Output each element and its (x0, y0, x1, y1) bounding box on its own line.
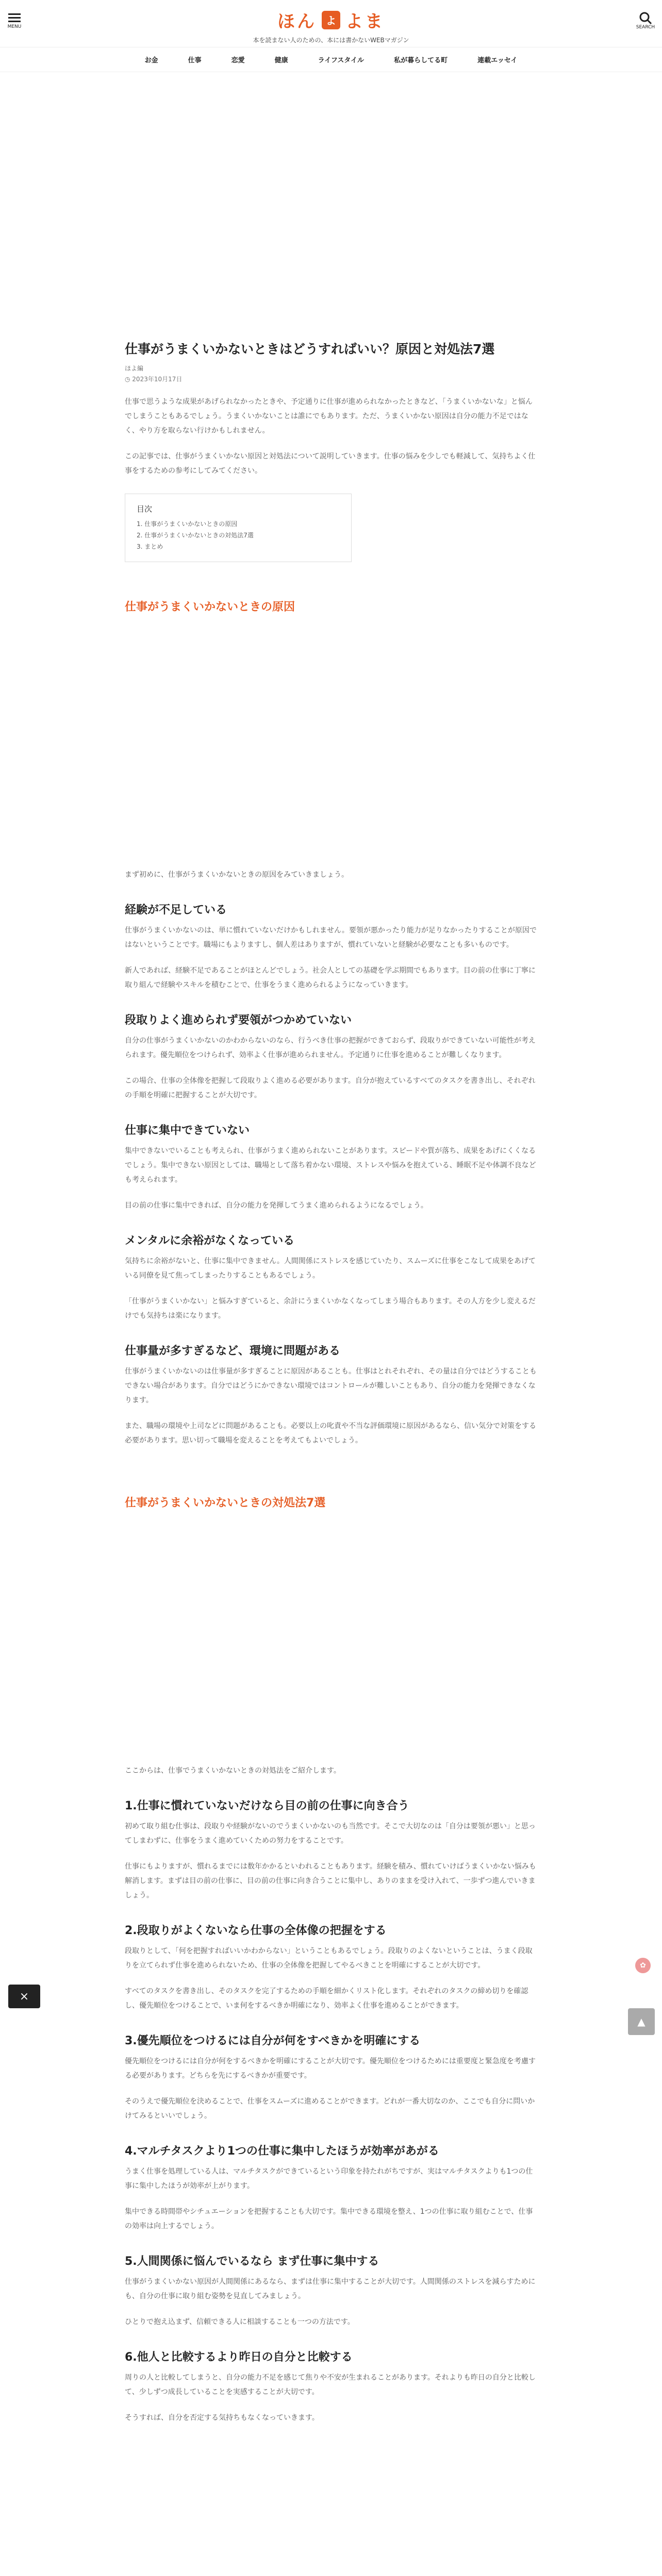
method-paragraph: 仕事にもよりますが、慣れるまでには数年かかるといわれることもあります。経験を積み、慣れていけばうまくいかない悩みも解消します。まずは目の前の仕事に、目の前の仕事に向き合うことに集中し、ありのままを受け入れて、一歩ずつ進んでいきましょう。 (125, 1862, 536, 1900)
method-heading: 6.他人と比較するより昨日の自分と比較する (125, 2351, 353, 2364)
section-lead-causes: まず初めに、仕事がうまくいかないときの原因をみていきましょう。 (125, 871, 349, 879)
cause-heading: 仕事に集中できていない (125, 1124, 250, 1137)
logo-text-right: よま (345, 11, 385, 32)
causes-list (125, 903, 537, 1448)
close-button[interactable]: × (8, 1985, 40, 2008)
site-tagline: 本を読まない人のための、本には書かないWEBマガジン (253, 37, 409, 44)
method-paragraph: 段取りとして、「何を把握すればいいかわからない」ということもあるでしょう。段取りのよくないということは、うまく段取りを立てられず仕事を進められないため、仕事の全体像を把握してやるべきことを明確にすることが大切です。 (125, 1947, 533, 1970)
article (125, 340, 537, 2425)
article-author[interactable]: ほよ編 (125, 365, 144, 372)
nav-item-love[interactable]: 恋愛 (231, 57, 245, 64)
section-lead-methods: ここからは、仕事でうまくいかないときの対処法をご紹介します。 (125, 1767, 341, 1775)
scroll-top-button[interactable]: ▲ (628, 2008, 655, 2035)
method-heading: 5.人間関係に悩んでいるなら まず仕事に集中する (125, 2255, 379, 2268)
cause-paragraph: 仕事がうまくいかないのは仕事量が多すぎることに原因があることも。仕事はとれそれぞれ、その量は自分ではどうすることもできない場合があります。自分ではどうにかできない環境ではコントロールが難しいこともあり、自分の能力を発揮できなくなります。 (125, 1367, 537, 1404)
cause-paragraph: また、職場の環境や上司などに問題があることも。必要以上の叱責や不当な評価環境に原因があるなら、信い気分で対策をする必要があります。思い切って職場を変えることを考えてもよいでしょう。 (125, 1422, 536, 1445)
intro-paragraph-2: この記事では、仕事がうまくいかない原因と対処法について説明していきます。仕事の悩みを少しでも軽減して、気持ちよく仕事をするための参考にしてみてください。 (125, 452, 536, 475)
method-paragraph: そのうえで優先順位を決めることで、仕事をスムーズに進めることができます。どれが一番大切なのか、ここでも自分に問いかけてみるといいでしょう。 (125, 2097, 535, 2120)
method-heading: 1.仕事に慣れていないだけなら目の前の仕事に向き合う (125, 1800, 409, 1812)
toc-item-3[interactable]: 3. まとめ (137, 543, 163, 550)
menu-label: MENU (7, 24, 22, 29)
cause-paragraph: 「仕事がうまくいかない」と悩みすぎていると、余計にうまくいかなくなってしまう場合もあります。その人方を少し変えるだけでも気持ちは楽になります。 (125, 1297, 536, 1320)
section-image-causes (125, 614, 537, 856)
cause-heading: 経験が不足している (125, 904, 227, 917)
search-label: SEARCH (636, 25, 655, 30)
toc-title: 目次 (137, 504, 153, 514)
method-paragraph: ひとりで抱え込まず、信頼できる人に相談することも一つの方法です。 (125, 2318, 355, 2326)
section-heading-methods: 仕事がうまくいかないときの対処法7選 (125, 1497, 326, 1510)
method-heading: 4.マルチタスクより1つの仕事に集中したほうが効率があがる (125, 2145, 439, 2158)
method-paragraph: 集中できる時間帯やシチュエーションを把握することも大切です。集中できる環境を整え、1つの仕事に取り組むことで、仕事の効率は向上するでしょう。 (125, 2208, 533, 2230)
section-image-methods (125, 1510, 537, 1752)
method-paragraph: 優先順位をつけるには自分が何をするべきかを明確にすることが大切です。優先順位をつけるためには重要度と緊急度を考慮する必要があります。どちらを先にするべきかが重要です。 (125, 2057, 536, 2080)
intro-paragraph-1: 仕事で思うような成果があげられなかったときや、予定通りに仕事が進められなかったときなど、「うまくいかないな」と悩んでしまうこともあるでしょう。うまくいかないことは誰にでもあります。ただ、うまくいかない原因は自分の能力不足ではなく、やり方を取らない行けかもしれません。 (125, 398, 533, 435)
nav-item-work[interactable]: 仕事 (188, 57, 202, 64)
method-heading: 2.段取りがよくないなら仕事の全体像の把握をする (125, 1924, 387, 1937)
method-paragraph: うまく仕事を処理している人は、マルチタスクができているという印象を持たれがちですが、実はマルチタスクよりも1つの仕事に集中したほうが効率が上がります。 (125, 2167, 533, 2190)
clock-icon: ◷ (125, 376, 133, 383)
table-of-contents (125, 494, 352, 562)
toc-item-1[interactable]: 1. 仕事がうまくいかないときの原因 (137, 520, 238, 528)
logo-text-left: ほん (277, 11, 317, 32)
method-paragraph: そうすれば、自分を否定する気持ちもなくなっていきます。 (125, 2414, 319, 2422)
methods-list (125, 1799, 537, 2425)
flower-icon[interactable]: ✿ (635, 1958, 651, 1973)
method-paragraph: 初めて取り組む仕事は、段取りや経験がないのでうまくいかないのも当然です。そこで大切なのは「自分は要領が悪い」と思ってしまわずに、仕事をうまく進めていくための努力をすることです。 (125, 1822, 536, 1845)
method-paragraph: 周りの人と比較してしまうと、自分の能力不足を感じて焦りや不安が生まれることがあります。それよりも昨日の自分と比較して、少しずつ成長していることを実感することが大切です。 (125, 2374, 536, 2396)
cause-paragraph: 目の前の仕事に集中できれば、自分の能力を発揮してうまく進められるようになるでしょう。 (125, 1201, 428, 1210)
global-nav (0, 47, 662, 72)
cause-heading: メンタルに余裕がなくなっている (125, 1234, 295, 1247)
nav-item-lifestyle[interactable]: ライフスタイル (318, 57, 365, 64)
cause-heading: 段取りよく進められず要領がつかめていない (125, 1014, 352, 1027)
toc-item-2[interactable]: 2. 仕事がうまくいかないときの対処法7選 (137, 532, 254, 539)
search-button[interactable] (634, 11, 657, 30)
article-date (125, 375, 537, 383)
cause-paragraph: 自分の仕事がうまくいかないのかわからないのなら、行うべき仕事の把握ができておらず、段取りができていない可能性が考えられます。優先順位をつけられず、効率よく仕事が進められません。予定通りに仕事を進めることが難しくなります。 (125, 1037, 536, 1059)
method-paragraph: 仕事がうまくいかない原因が人間関係にあるなら、まずは仕事に集中することが大切です。人間関係のストレスを減らすためにも、自分の仕事に取り組む姿勢を見直してみましょう。 (125, 2278, 536, 2300)
article-date-text: 2023年10月17日 (132, 376, 183, 383)
nav-item-health[interactable]: 健康 (274, 57, 288, 64)
nav-item-town[interactable]: 私が暮らしてる町 (394, 57, 448, 64)
section-heading-causes: 仕事がうまくいかないときの原因 (125, 601, 295, 614)
site-logo[interactable] (0, 7, 662, 44)
cause-paragraph: 気持ちに余裕がないと、仕事に集中できません。人間関係にストレスを感じていたり、スムーズに仕事をこなして成果をあげている同僚を見て焦ってしまったりすることもあるでしょう。 (125, 1257, 536, 1280)
cause-paragraph: 仕事がうまくいかないのは、単に慣れていないだけかもしれません。要領が悪かったり能力が足りなかったりすることが原因ではないということです。職場にもよりますし、個人差はありますが、慣れていないと経験が必要なことも多いものです。 (125, 926, 537, 949)
cause-heading: 仕事量が多すぎるなど、環境に問題がある (125, 1345, 341, 1358)
search-icon (639, 11, 652, 25)
article-title: 仕事がうまくいかないときはどうすればいい？原因と対処法7選 (125, 342, 495, 357)
cause-paragraph: 新人であれば、経験不足であることがほとんどでしょう。社会人としての基礎を学ぶ期間でもあります。目の前の仕事に丁寧に取り組んで経験やスキルを積むことで、仕事をうまく進められるようになっていきます。 (125, 967, 536, 989)
site-header (0, 0, 662, 47)
logo-mark: よ (322, 11, 340, 29)
cause-paragraph: 集中できないでいることも考えられ、仕事がうまく進められないことがあります。スピードや質が落ち、成果をあげにくくなるでしょう。集中できない原因としては、職場として落ち着かない環境、ストレスや悩みを抱えている、睡眠不足や体調不良なども考えられます。 (125, 1147, 536, 1184)
method-paragraph: すべてのタスクを書き出し、そのタスクを完了するための手順を細かくリスト化します。それぞれのタスクの締め切りを確認し、優先順位をつけることで、いま何をするべきか明確になり、効率よく仕事を進めることができます。 (125, 1987, 528, 2010)
nav-item-money[interactable]: お金 (144, 57, 158, 64)
method-heading: 3.優先順位をつけるには自分が何をすべきかを明確にする (125, 2035, 421, 2047)
cause-paragraph: この場合、仕事の全体像を把握して段取りよく進める必要があります。自分が抱えているすべてのタスクを書き出し、それぞれの手順を明確に把握することが大切です。 (125, 1077, 536, 1099)
nav-item-essay[interactable]: 連載エッセイ (477, 57, 518, 64)
